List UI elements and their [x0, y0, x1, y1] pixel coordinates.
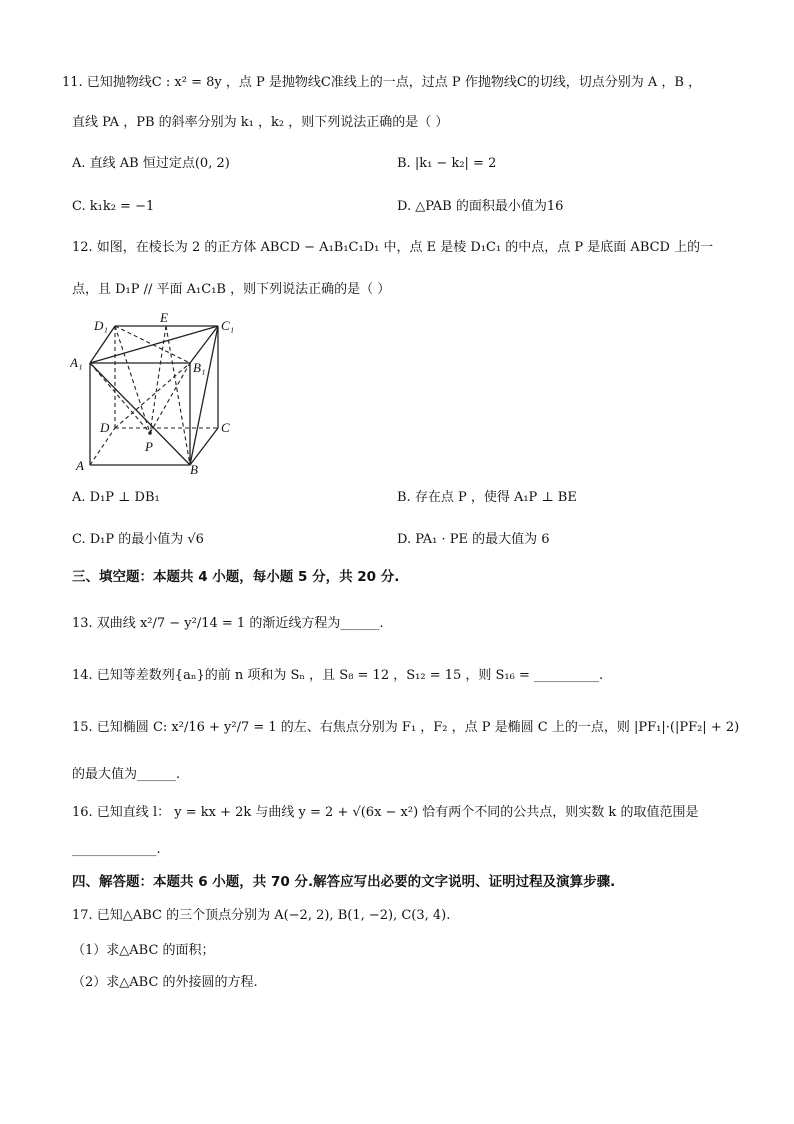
q11-option-c: C. k₁k₂ = −1 [72, 199, 155, 214]
label-b: B [190, 462, 198, 477]
label-a1: A₁ [70, 355, 83, 370]
label-p: P [145, 439, 153, 454]
q15-line1: 15. 已知椭圆 C: x²/16 + y²/7 = 1 的左、右焦点分别为 F₁ ，F₂ ，点 P 是椭圆 C 上的一点，则 |PF₁|·(|PF₂| + 2) [72, 720, 740, 735]
label-b1: B₁ [193, 360, 206, 375]
q12-option-b: B. 存在点 P ，使得 A₁P ⊥ BE [397, 490, 577, 505]
q11-option-b: B. |k₁ − k₂| = 2 [397, 156, 497, 171]
segment-c1-b [190, 326, 218, 465]
point-p [148, 431, 152, 435]
label-d1: D₁ [94, 318, 108, 333]
section3-heading: 三、填空题：本题共 4 小题，每小题 5 分，共 20 分. [72, 569, 400, 585]
segment-e-p [150, 326, 166, 433]
q17-line1: 17. 已知△ABC 的三个顶点分别为 A(−2, 2), B(1, −2), C(3, 4). [72, 908, 451, 923]
label-c: C [221, 420, 230, 435]
q15-line2: 的最大值为______. [72, 767, 181, 782]
q14-text: 14. 已知等差数列{aₙ}的前 n 项和为 Sₙ ，且 S₈ = 12 ，S₁₂ = 15 ，则 S₁₆ = __________. [72, 668, 604, 683]
q17-sub1: （1）求△ABC 的面积； [72, 943, 215, 958]
label-d: D [100, 420, 110, 435]
segment-a1-p [90, 363, 150, 433]
q12-option-d: D. PA₁ · PE 的最大值为 6 [397, 532, 550, 547]
segment-d1-p [115, 326, 150, 433]
q17-sub2: （2）求△ABC 的外接圆的方程. [72, 975, 258, 990]
section4-heading: 四、解答题：本题共 6 小题，共 70 分.解答应写出必要的文字说明、证明过程及演算步骤. [72, 874, 616, 890]
q11-line1: 11. 已知抛物线C : x² = 8y ，点 P 是抛物线C准线上的一点，过点 P 作抛物线C的切线，切点分别为 A ，B ， [62, 75, 702, 90]
segment-a1-c1 [90, 326, 218, 363]
label-c1: C₁ [221, 318, 235, 333]
q11-line2: 直线 PA ，PB 的斜率分别为 k₁ ，k₂ ，则下列说法正确的是（ ） [72, 115, 449, 130]
segment-a1-b [90, 363, 190, 465]
label-e: E [160, 310, 168, 325]
segment-p-b1 [150, 363, 190, 433]
q12-option-c: C. D₁P 的最小值为 √6 [72, 532, 204, 547]
q12-line1: 12. 如图，在棱长为 2 的正方体 ABCD − A₁B₁C₁D₁ 中，点 E 是棱 D₁C₁ 的中点，点 P 是底面 ABCD 上的一 [72, 240, 714, 255]
q12-line2: 点，且 D₁P // 平面 A₁C₁B ，则下列说法正确的是（ ） [72, 282, 391, 297]
q16-line1: 16. 已知直线 l： y = kx + 2k 与曲线 y = 2 + √(6x − x²) 恰有两个不同的公共点，则实数 k 的取值范围是 [72, 805, 699, 820]
q11-option-a: A. 直线 AB 恒过定点(0, 2) [72, 156, 230, 171]
q11-option-d: D. △PAB 的面积最小值为16 [397, 199, 564, 214]
cube-figure [70, 308, 240, 478]
q12-option-a: A. D₁P ⊥ DB₁ [72, 490, 160, 505]
q16-line2: _____________. [72, 842, 161, 857]
q13-text: 13. 双曲线 x²/7 − y²/14 = 1 的渐近线方程为______. [72, 616, 384, 631]
label-a: A [76, 458, 84, 473]
